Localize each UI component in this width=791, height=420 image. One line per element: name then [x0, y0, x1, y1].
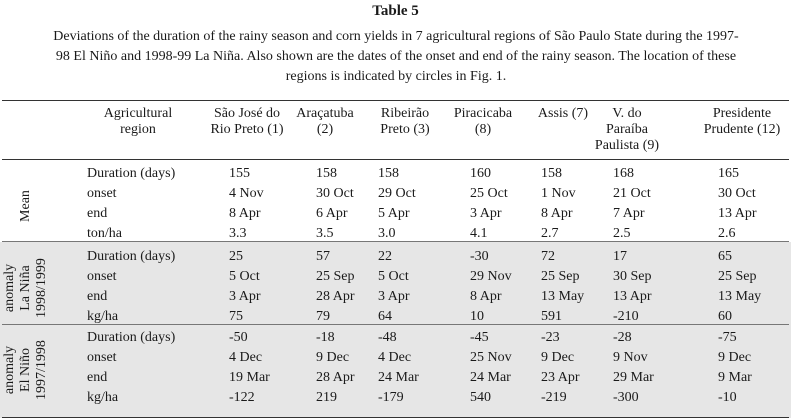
- table-cell: 9 Mar: [718, 370, 752, 385]
- caption-line: regions is indicated by circles in Fig. 1.: [285, 69, 507, 84]
- table-cell: 3 Apr: [229, 289, 261, 304]
- table-cell: -18: [316, 330, 335, 345]
- table-cell: 30 Oct: [718, 186, 756, 201]
- column-header-line: Prudente (12): [703, 122, 781, 137]
- row-label: onset: [87, 186, 117, 201]
- column-header-line: (2): [316, 122, 334, 137]
- table-cell: 6 Apr: [316, 206, 348, 221]
- table-cell: -10: [718, 390, 737, 405]
- table-cell: 160: [470, 166, 491, 181]
- table-cell: 4.1: [470, 226, 488, 241]
- table-cell: 9 Dec: [541, 350, 575, 365]
- column-header-line: Preto (3): [380, 122, 430, 137]
- table-cell: 13 May: [541, 289, 585, 304]
- column-header-line: Piracicaba: [453, 106, 513, 121]
- column-header: [682, 106, 791, 138]
- table-cell: 8 Apr: [470, 289, 502, 304]
- table-cell: 591: [541, 309, 562, 324]
- group-label-line: La Niña: [18, 265, 33, 311]
- table-cell: 7 Apr: [613, 206, 645, 221]
- column-header-line: Ribeirão: [380, 106, 430, 121]
- table-cell: 1 Nov: [541, 186, 576, 201]
- column-header-line: Paulista (9): [594, 138, 660, 153]
- table-cell: 3 Apr: [470, 206, 502, 221]
- table-cell: 165: [718, 166, 739, 181]
- table-cell: -300: [613, 390, 639, 405]
- table-cell: 5 Oct: [378, 269, 409, 284]
- table-cell: 4 Dec: [229, 350, 263, 365]
- table-cell: 5 Apr: [378, 206, 410, 221]
- table-cell: 2.6: [718, 226, 736, 241]
- table-cell: 29 Mar: [613, 370, 654, 385]
- table-cell: -50: [229, 330, 248, 345]
- group-label-line: El Niño: [18, 348, 33, 392]
- table-cell: -122: [229, 390, 255, 405]
- table-cell: 3.3: [229, 226, 247, 241]
- group-label-line: Mean: [18, 190, 33, 222]
- table-cell: 64: [378, 309, 392, 324]
- region-header: [88, 106, 188, 138]
- table-cell: 19 Mar: [229, 370, 270, 385]
- caption-line: Deviations of the duration of the rainy season and corn yields in 7 agricultural regions of São Paulo State during the 1997-: [53, 29, 739, 44]
- table-cell: 72: [541, 249, 555, 264]
- table-cell: 4 Dec: [378, 350, 412, 365]
- table-cell: 25 Sep: [541, 269, 580, 284]
- table-cell: 8 Apr: [541, 206, 573, 221]
- table-caption: [5, 27, 787, 87]
- table-cell: 13 Apr: [613, 289, 652, 304]
- table-cell: 17: [613, 249, 627, 264]
- table-cell: 75: [229, 309, 243, 324]
- table-cell: 158: [378, 166, 399, 181]
- table-rule: [2, 324, 789, 325]
- table-cell: -179: [378, 390, 404, 405]
- table-cell: 24 Mar: [470, 370, 511, 385]
- table-cell: -28: [613, 330, 632, 345]
- table-cell: 4 Nov: [229, 186, 264, 201]
- table-cell: 2.7: [541, 226, 559, 241]
- table-cell: 219: [316, 390, 337, 405]
- table-rule: [2, 100, 789, 101]
- row-label: Duration (days): [87, 330, 176, 345]
- table-cell: 25 Oct: [470, 186, 508, 201]
- table-cell: -30: [470, 249, 489, 264]
- column-header-line: Assis (7): [537, 106, 589, 121]
- table-cell: 28 Apr: [316, 370, 355, 385]
- table-cell: 25 Nov: [470, 350, 512, 365]
- table-cell: 155: [229, 166, 250, 181]
- column-header-line: São José do: [213, 106, 281, 121]
- table-cell: 2.5: [613, 226, 631, 241]
- table-cell: -23: [541, 330, 560, 345]
- group-label: [18, 161, 34, 251]
- column-header-line: (8): [474, 122, 492, 137]
- row-label: end: [87, 370, 108, 385]
- table-title: Table 5: [372, 3, 419, 19]
- region-header-line: region: [120, 122, 156, 137]
- row-label: onset: [87, 350, 117, 365]
- row-label: end: [87, 206, 108, 221]
- table-cell: 29 Nov: [470, 269, 512, 284]
- table-cell: -219: [541, 390, 567, 405]
- table-cell: -75: [718, 330, 737, 345]
- table-cell: 65: [718, 249, 732, 264]
- caption-line: 98 El Niño and 1998-99 La Niña. Also shown are the dates of the onset and end of the rainy season. The location of these: [55, 49, 737, 64]
- table-cell: 22: [378, 249, 392, 264]
- column-header-line: Araçatuba: [296, 106, 354, 121]
- table-rule: [2, 159, 789, 160]
- table-cell: 60: [718, 309, 732, 324]
- table-cell: 8 Apr: [229, 206, 261, 221]
- table-cell: 10: [470, 309, 484, 324]
- table-cell: 13 May: [718, 289, 762, 304]
- row-label: onset: [87, 269, 117, 284]
- group-label-line: anomaly: [2, 263, 17, 313]
- row-label: kg/ha: [87, 390, 119, 405]
- table-cell: 25 Sep: [718, 269, 757, 284]
- column-header-line: V. do: [612, 106, 642, 121]
- table-cell: -45: [470, 330, 489, 345]
- group-label-line: 1997/1998: [34, 340, 49, 400]
- table-cell: 21 Oct: [613, 186, 651, 201]
- row-label: end: [87, 289, 108, 304]
- table-cell: 29 Oct: [378, 186, 416, 201]
- table-cell: 25 Sep: [316, 269, 355, 284]
- table-cell: 3.5: [316, 226, 334, 241]
- table-cell: 30 Sep: [613, 269, 652, 284]
- table-cell: 9 Nov: [613, 350, 648, 365]
- table-cell: 3 Apr: [378, 289, 410, 304]
- group-label: [2, 243, 50, 333]
- table-cell: 23 Apr: [541, 370, 580, 385]
- table-cell: 30 Oct: [316, 186, 354, 201]
- table-cell: 24 Mar: [378, 370, 419, 385]
- table-cell: 9 Dec: [718, 350, 752, 365]
- table-cell: 79: [316, 309, 330, 324]
- row-label: kg/ha: [87, 309, 119, 324]
- group-label-line: anomaly: [2, 345, 17, 395]
- table-cell: 57: [316, 249, 330, 264]
- column-header-line: Presidente: [712, 106, 772, 121]
- table-cell: 28 Apr: [316, 289, 355, 304]
- table-cell: -210: [613, 309, 639, 324]
- row-label: Duration (days): [87, 249, 176, 264]
- column-header: [567, 106, 687, 154]
- table-cell: 13 Apr: [718, 206, 757, 221]
- table-cell: 168: [613, 166, 634, 181]
- table-cell: 9 Dec: [316, 350, 350, 365]
- column-header-line: Paraíba: [606, 122, 648, 137]
- table-cell: -48: [378, 330, 397, 345]
- table-cell: 25: [229, 249, 243, 264]
- column-header-line: Rio Preto (1): [210, 122, 284, 137]
- table-cell: 5 Oct: [229, 269, 260, 284]
- table-cell: 158: [316, 166, 337, 181]
- table-cell: 158: [541, 166, 562, 181]
- region-header-line: Agricultural: [103, 106, 173, 121]
- group-label-line: 1998/1999: [34, 258, 49, 318]
- table-cell: 540: [470, 390, 491, 405]
- row-label: ton/ha: [87, 226, 122, 241]
- row-label: Duration (days): [87, 166, 176, 181]
- group-label: [2, 325, 50, 415]
- table-rule: [2, 417, 789, 418]
- table-cell: 3.0: [378, 226, 396, 241]
